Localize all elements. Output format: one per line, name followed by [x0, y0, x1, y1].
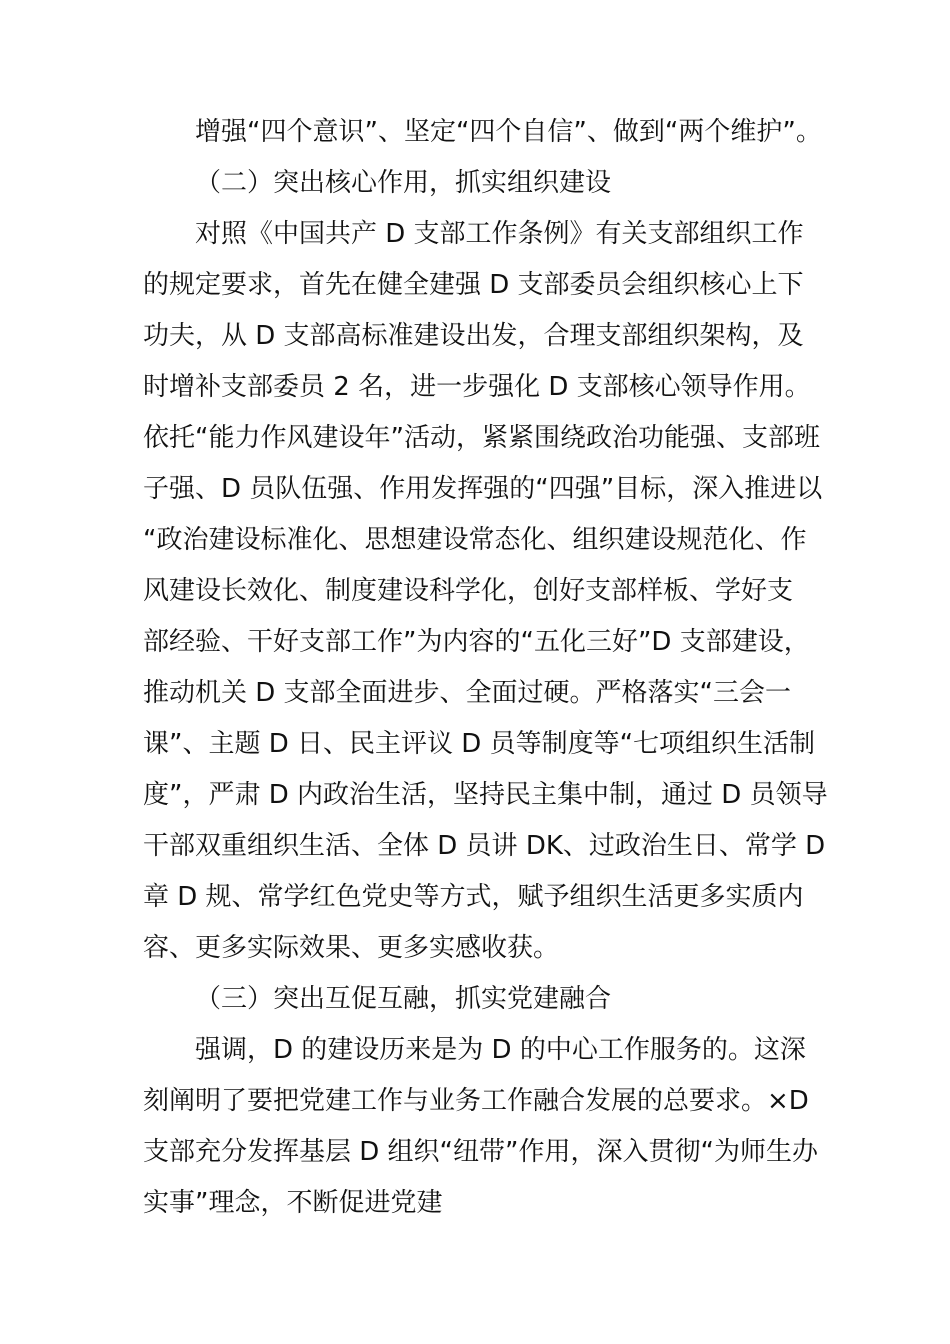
- text-line: 实事”理念，不断促进党建: [143, 1188, 443, 1218]
- section-heading-2: （二）突出核心作用，抓实组织建设: [195, 168, 612, 198]
- text-line: 容、更多实际效果、更多实感收获。: [143, 933, 560, 963]
- text-line: 时增补支部委员 2 名，进一步强化 D 支部核心领导作用。: [143, 372, 811, 402]
- text-line: 推动机关 D 支部全面进步、全面过硬。严格落实“三会一: [143, 678, 792, 708]
- text-line: 风建设长效化、制度建设科学化，创好支部样板、学好支: [143, 576, 794, 606]
- text-line: 对照《中国共产 D 支部工作条例》有关支部组织工作: [195, 219, 804, 249]
- text-line: 支部充分发挥基层 D 组织“纽带”作用，深入贯彻“为师生办: [143, 1137, 818, 1167]
- text-line: 强调，D 的建设历来是为 D 的中心工作服务的。这深: [195, 1035, 806, 1065]
- text-line: 子强、D 员队伍强、作用发挥强的“四强”目标，深入推进以: [143, 474, 823, 504]
- section-heading-3: （三）突出互促互融，抓实党建融合: [195, 984, 612, 1014]
- text-line: 章 D 规、常学红色党史等方式，赋予组织生活更多实质内: [143, 882, 804, 912]
- text-line: 增强“四个意识”、坚定“四个自信”、做到“两个维护”。: [195, 117, 822, 147]
- text-line: 干部双重组织生活、全体 D 员讲 DK、过政治生日、常学 D: [143, 831, 826, 861]
- text-line: 部经验、干好支部工作”为内容的“五化三好”D 支部建设，: [143, 627, 810, 657]
- text-line: 的规定要求，首先在健全建强 D 支部委员会组织核心上下: [143, 270, 804, 300]
- text-line: 度”，严肃 D 内政治生活，坚持民主集中制，通过 D 员领导: [143, 780, 828, 810]
- text-line: 依托“能力作风建设年”活动，紧紧围绕政治功能强、支部班: [143, 423, 820, 453]
- text-line: “政治建设标准化、思想建设常态化、组织建设规范化、作: [143, 525, 807, 555]
- text-line: 刻阐明了要把党建工作与业务工作融合发展的总要求。×D: [143, 1086, 809, 1116]
- text-line: 功夫，从 D 支部高标准建设出发，合理支部组织架构，及: [143, 321, 804, 351]
- document-body: [143, 107, 828, 1229]
- text-line: 课”、主题 D 日、民主评议 D 员等制度等“七项组织生活制: [143, 729, 816, 759]
